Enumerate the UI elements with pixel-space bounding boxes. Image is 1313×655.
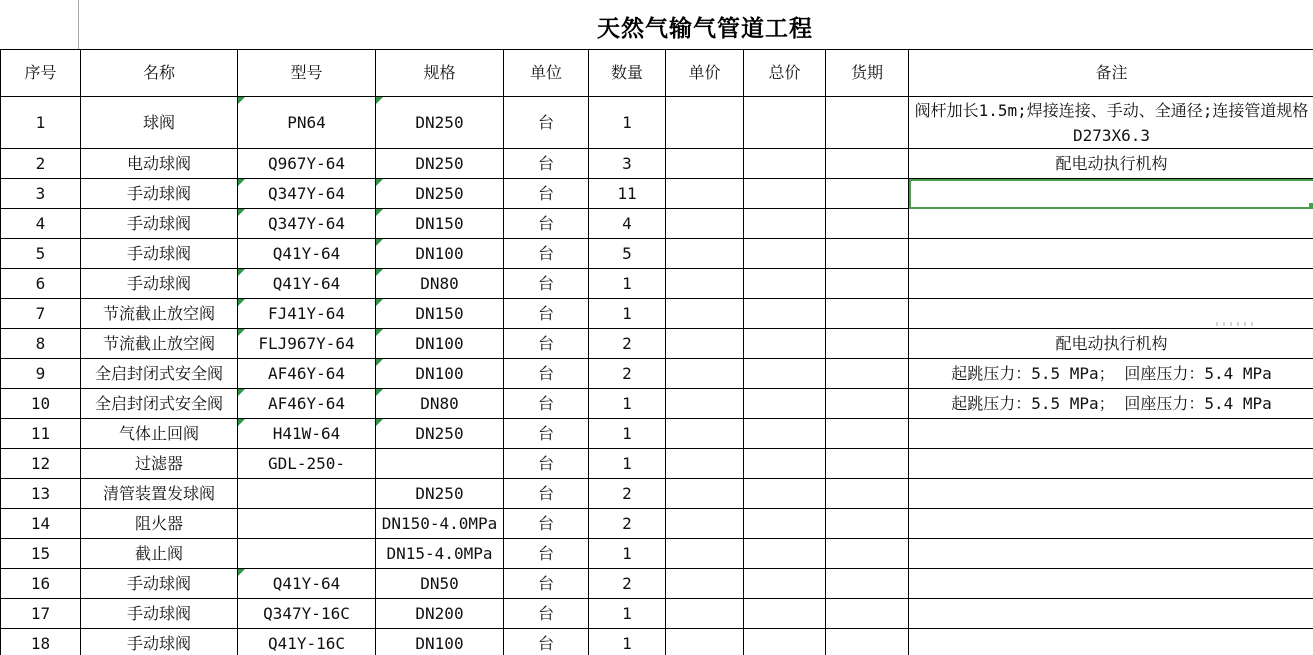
- artifact-smudge: [1214, 322, 1256, 326]
- cell-r8-unit[interactable]: 台: [504, 329, 589, 359]
- cell-r3-qty[interactable]: 11: [589, 179, 666, 209]
- cell-r6-name[interactable]: 手动球阀: [81, 269, 238, 299]
- cell-r16-spec[interactable]: DN50: [376, 569, 504, 599]
- cell-r3-total_price[interactable]: [744, 179, 826, 209]
- table-row: [1, 449, 1313, 479]
- sheet-title: 天然气输气管道工程: [597, 16, 813, 42]
- cell-r15-no[interactable]: 15: [1, 539, 81, 569]
- table-row: [1, 299, 1313, 329]
- cell-r4-qty[interactable]: 4: [589, 209, 666, 239]
- cell-r12-no[interactable]: 12: [1, 449, 81, 479]
- cell-r12-spec[interactable]: [376, 449, 504, 479]
- cell-r5-remark[interactable]: [909, 239, 1313, 269]
- cell-r10-no[interactable]: 10: [1, 389, 81, 419]
- cell-r7-spec[interactable]: DN150: [376, 299, 504, 329]
- error-indicator-triangle: [238, 569, 245, 576]
- error-indicator-triangle: [376, 269, 383, 276]
- error-indicator-triangle: [376, 179, 383, 186]
- cell-r6-total_price[interactable]: [744, 269, 826, 299]
- table-row: [1, 389, 1313, 419]
- cell-r17-delivery[interactable]: [826, 599, 909, 629]
- cell-r15-delivery[interactable]: [826, 539, 909, 569]
- cell-r7-qty[interactable]: 1: [589, 299, 666, 329]
- cell-r11-unit_price[interactable]: [666, 419, 744, 449]
- cell-r6-unit[interactable]: 台: [504, 269, 589, 299]
- cell-r4-no[interactable]: 4: [1, 209, 81, 239]
- cell-r16-qty[interactable]: 2: [589, 569, 666, 599]
- cell-r6-spec[interactable]: DN80: [376, 269, 504, 299]
- cell-r17-unit[interactable]: 台: [504, 599, 589, 629]
- cell-r8-total_price[interactable]: [744, 329, 826, 359]
- cell-r9-delivery[interactable]: [826, 359, 909, 389]
- cell-r7-name[interactable]: 节流截止放空阀: [81, 299, 238, 329]
- cell-r11-qty[interactable]: 1: [589, 419, 666, 449]
- cell-r9-qty[interactable]: 2: [589, 359, 666, 389]
- cell-r15-total_price[interactable]: [744, 539, 826, 569]
- cell-r18-total_price[interactable]: [744, 629, 826, 655]
- header-unit-price[interactable]: 单价: [666, 50, 744, 97]
- cell-r14-unit_price[interactable]: [666, 509, 744, 539]
- table-row: [1, 179, 1313, 209]
- cell-r18-no[interactable]: 18: [1, 629, 81, 655]
- header-row: [1, 50, 1313, 97]
- cell-r2-unit_price[interactable]: [666, 149, 744, 179]
- cell-r5-no[interactable]: 5: [1, 239, 81, 269]
- cell-r13-name[interactable]: 清管装置发球阀: [81, 479, 238, 509]
- header-name[interactable]: 名称: [81, 50, 238, 97]
- cell-r14-total_price[interactable]: [744, 509, 826, 539]
- table-row: [1, 509, 1313, 539]
- cell-r14-unit[interactable]: 台: [504, 509, 589, 539]
- cell-r4-unit[interactable]: 台: [504, 209, 589, 239]
- cell-r5-total_price[interactable]: [744, 239, 826, 269]
- cell-r1-remark[interactable]: 阀杆加长1.5m;焊接连接、手动、全通径;连接管道规格D273X6.3: [909, 97, 1313, 149]
- cell-r8-spec[interactable]: DN100: [376, 329, 504, 359]
- cell-r8-name[interactable]: 节流截止放空阀: [81, 329, 238, 359]
- cell-r18-unit_price[interactable]: [666, 629, 744, 655]
- cell-r17-spec[interactable]: DN200: [376, 599, 504, 629]
- cell-r2-model[interactable]: Q967Y-64: [238, 149, 376, 179]
- header-remark[interactable]: 备注: [909, 50, 1313, 97]
- cell-r14-name[interactable]: 阻火器: [81, 509, 238, 539]
- cell-r4-model[interactable]: Q347Y-64: [238, 209, 376, 239]
- cell-r3-model[interactable]: Q347Y-64: [238, 179, 376, 209]
- gridline-stub: [78, 0, 79, 49]
- cell-r17-qty[interactable]: 1: [589, 599, 666, 629]
- cell-r2-name[interactable]: 电动球阀: [81, 149, 238, 179]
- cell-r18-spec[interactable]: DN100: [376, 629, 504, 655]
- table-row: [1, 149, 1313, 179]
- cell-r9-unit[interactable]: 台: [504, 359, 589, 389]
- cell-r14-remark[interactable]: [909, 509, 1313, 539]
- cell-r13-model[interactable]: [238, 479, 376, 509]
- cell-r13-spec[interactable]: DN250: [376, 479, 504, 509]
- cell-r14-model[interactable]: [238, 509, 376, 539]
- cell-r12-model[interactable]: GDL-250-: [238, 449, 376, 479]
- cell-r1-delivery[interactable]: [826, 97, 909, 149]
- table-row: [1, 359, 1313, 389]
- cell-r17-total_price[interactable]: [744, 599, 826, 629]
- error-indicator-triangle: [238, 419, 245, 426]
- cell-r17-unit_price[interactable]: [666, 599, 744, 629]
- cell-r15-qty[interactable]: 1: [589, 539, 666, 569]
- table-row: [1, 479, 1313, 509]
- cell-r3-unit[interactable]: 台: [504, 179, 589, 209]
- cell-r12-total_price[interactable]: [744, 449, 826, 479]
- table-row: [1, 569, 1313, 599]
- cell-r2-remark[interactable]: 配电动执行机构: [909, 149, 1313, 179]
- table-row: [1, 419, 1313, 449]
- cell-r6-qty[interactable]: 1: [589, 269, 666, 299]
- cell-r1-qty[interactable]: 1: [589, 97, 666, 149]
- header-model[interactable]: 型号: [238, 50, 376, 97]
- cell-r8-model[interactable]: FLJ967Y-64: [238, 329, 376, 359]
- cell-r12-delivery[interactable]: [826, 449, 909, 479]
- cell-r4-unit_price[interactable]: [666, 209, 744, 239]
- cell-r12-unit_price[interactable]: [666, 449, 744, 479]
- cell-r5-unit_price[interactable]: [666, 239, 744, 269]
- cell-r15-name[interactable]: 截止阀: [81, 539, 238, 569]
- cell-r13-unit_price[interactable]: [666, 479, 744, 509]
- cell-r18-name[interactable]: 手动球阀: [81, 629, 238, 655]
- cell-r12-unit[interactable]: 台: [504, 449, 589, 479]
- cell-r9-name[interactable]: 全启封闭式安全阀: [81, 359, 238, 389]
- cell-r18-qty[interactable]: 1: [589, 629, 666, 655]
- cell-r1-spec[interactable]: DN250: [376, 97, 504, 149]
- error-indicator-triangle: [376, 97, 383, 104]
- cell-r1-model[interactable]: PN64: [238, 97, 376, 149]
- cell-r17-model[interactable]: Q347Y-16C: [238, 599, 376, 629]
- error-indicator-triangle: [238, 269, 245, 276]
- cell-r12-qty[interactable]: 1: [589, 449, 666, 479]
- cell-r6-remark[interactable]: [909, 269, 1313, 299]
- cell-r2-delivery[interactable]: [826, 149, 909, 179]
- cell-r5-qty[interactable]: 5: [589, 239, 666, 269]
- error-indicator-triangle: [376, 359, 383, 366]
- cell-r2-no[interactable]: 2: [1, 149, 81, 179]
- header-no[interactable]: 序号: [1, 50, 81, 97]
- cell-r6-no[interactable]: 6: [1, 269, 81, 299]
- cell-r16-total_price[interactable]: [744, 569, 826, 599]
- cell-r5-unit[interactable]: 台: [504, 239, 589, 269]
- table-row: [1, 209, 1313, 239]
- cell-r11-spec[interactable]: DN250: [376, 419, 504, 449]
- cell-r6-model[interactable]: Q41Y-64: [238, 269, 376, 299]
- cell-r4-total_price[interactable]: [744, 209, 826, 239]
- cell-r8-no[interactable]: 8: [1, 329, 81, 359]
- header-total-price[interactable]: 总价: [744, 50, 826, 97]
- cell-r8-remark[interactable]: 配电动执行机构: [909, 329, 1313, 359]
- cell-r1-unit[interactable]: 台: [504, 97, 589, 149]
- cell-r3-no[interactable]: 3: [1, 179, 81, 209]
- cell-r18-model[interactable]: Q41Y-16C: [238, 629, 376, 655]
- cell-r10-delivery[interactable]: [826, 389, 909, 419]
- cell-r4-delivery[interactable]: [826, 209, 909, 239]
- error-indicator-triangle: [376, 419, 383, 426]
- cell-r8-qty[interactable]: 2: [589, 329, 666, 359]
- cell-r2-unit[interactable]: 台: [504, 149, 589, 179]
- error-indicator-triangle: [238, 389, 245, 396]
- cell-r14-no[interactable]: 14: [1, 509, 81, 539]
- cell-r15-unit_price[interactable]: [666, 539, 744, 569]
- cell-r1-unit_price[interactable]: [666, 97, 744, 149]
- cell-r13-remark[interactable]: [909, 479, 1313, 509]
- cell-r16-delivery[interactable]: [826, 569, 909, 599]
- error-indicator-triangle: [376, 299, 383, 306]
- cell-r15-model[interactable]: [238, 539, 376, 569]
- cell-r7-total_price[interactable]: [744, 299, 826, 329]
- cell-r10-model[interactable]: AF46Y-64: [238, 389, 376, 419]
- cell-r3-delivery[interactable]: [826, 179, 909, 209]
- cell-r7-unit_price[interactable]: [666, 299, 744, 329]
- cell-r15-spec[interactable]: DN15-4.0MPa: [376, 539, 504, 569]
- cell-r4-name[interactable]: 手动球阀: [81, 209, 238, 239]
- cell-r5-model[interactable]: Q41Y-64: [238, 239, 376, 269]
- parts-table: [0, 49, 1313, 655]
- error-indicator-triangle: [238, 329, 245, 336]
- error-indicator-triangle: [376, 329, 383, 336]
- cell-r11-total_price[interactable]: [744, 419, 826, 449]
- error-indicator-triangle: [376, 389, 383, 396]
- cell-r4-remark[interactable]: [909, 209, 1313, 239]
- cell-r12-name[interactable]: 过滤器: [81, 449, 238, 479]
- error-indicator-triangle: [376, 209, 383, 216]
- cell-r11-delivery[interactable]: [826, 419, 909, 449]
- table-header: [1, 50, 1313, 97]
- cell-r2-qty[interactable]: 3: [589, 149, 666, 179]
- cell-r7-unit[interactable]: 台: [504, 299, 589, 329]
- table-row: [1, 269, 1313, 299]
- cell-r1-name[interactable]: 球阀: [81, 97, 238, 149]
- cell-r13-delivery[interactable]: [826, 479, 909, 509]
- error-indicator-triangle: [376, 239, 383, 246]
- header-unit[interactable]: 单位: [504, 50, 589, 97]
- cell-r13-unit[interactable]: 台: [504, 479, 589, 509]
- cell-r5-spec[interactable]: DN100: [376, 239, 504, 269]
- cell-r10-spec[interactable]: DN80: [376, 389, 504, 419]
- cell-r16-unit[interactable]: 台: [504, 569, 589, 599]
- cell-r18-delivery[interactable]: [826, 629, 909, 655]
- cell-r15-unit[interactable]: 台: [504, 539, 589, 569]
- table-row: [1, 629, 1313, 655]
- cell-r13-total_price[interactable]: [744, 479, 826, 509]
- active-cell-selection[interactable]: [909, 179, 1313, 209]
- cell-r11-model[interactable]: H41W-64: [238, 419, 376, 449]
- cell-r7-no[interactable]: 7: [1, 299, 81, 329]
- cell-r10-qty[interactable]: 1: [589, 389, 666, 419]
- cell-r6-delivery[interactable]: [826, 269, 909, 299]
- cell-r1-total_price[interactable]: [744, 97, 826, 149]
- cell-r14-spec[interactable]: DN150-4.0MPa: [376, 509, 504, 539]
- cell-r9-unit_price[interactable]: [666, 359, 744, 389]
- cell-r9-model[interactable]: AF46Y-64: [238, 359, 376, 389]
- cell-r16-unit_price[interactable]: [666, 569, 744, 599]
- cell-r2-spec[interactable]: DN250: [376, 149, 504, 179]
- error-indicator-triangle: [238, 97, 245, 104]
- cell-r3-spec[interactable]: DN250: [376, 179, 504, 209]
- cell-r16-model[interactable]: Q41Y-64: [238, 569, 376, 599]
- cell-r1-no[interactable]: 1: [1, 97, 81, 149]
- cell-r8-unit_price[interactable]: [666, 329, 744, 359]
- cell-r18-remark[interactable]: [909, 629, 1313, 655]
- cell-r16-remark[interactable]: [909, 569, 1313, 599]
- table-row: [1, 599, 1313, 629]
- cell-r10-name[interactable]: 全启封闭式安全阀: [81, 389, 238, 419]
- header-delivery[interactable]: 货期: [826, 50, 909, 97]
- cell-r10-unit_price[interactable]: [666, 389, 744, 419]
- cell-r3-name[interactable]: 手动球阀: [81, 179, 238, 209]
- cell-r2-total_price[interactable]: [744, 149, 826, 179]
- cell-r8-delivery[interactable]: [826, 329, 909, 359]
- cell-r9-spec[interactable]: DN100: [376, 359, 504, 389]
- cell-r9-total_price[interactable]: [744, 359, 826, 389]
- cell-r17-remark[interactable]: [909, 599, 1313, 629]
- table-row: [1, 329, 1313, 359]
- cell-r10-total_price[interactable]: [744, 389, 826, 419]
- cell-r13-no[interactable]: 13: [1, 479, 81, 509]
- cell-r17-name[interactable]: 手动球阀: [81, 599, 238, 629]
- cell-r18-unit[interactable]: 台: [504, 629, 589, 655]
- cell-r9-no[interactable]: 9: [1, 359, 81, 389]
- cell-r7-model[interactable]: FJ41Y-64: [238, 299, 376, 329]
- header-qty[interactable]: 数量: [589, 50, 666, 97]
- error-indicator-triangle: [238, 299, 245, 306]
- error-indicator-triangle: [238, 179, 245, 186]
- table-body: [1, 97, 1313, 655]
- cell-r10-unit[interactable]: 台: [504, 389, 589, 419]
- cell-r11-remark[interactable]: [909, 419, 1313, 449]
- cell-r14-delivery[interactable]: [826, 509, 909, 539]
- cell-r5-name[interactable]: 手动球阀: [81, 239, 238, 269]
- cell-r7-delivery[interactable]: [826, 299, 909, 329]
- cell-r16-name[interactable]: 手动球阀: [81, 569, 238, 599]
- cell-r17-no[interactable]: 17: [1, 599, 81, 629]
- cell-r15-remark[interactable]: [909, 539, 1313, 569]
- cell-r14-qty[interactable]: 2: [589, 509, 666, 539]
- cell-r6-unit_price[interactable]: [666, 269, 744, 299]
- cell-r12-remark[interactable]: [909, 449, 1313, 479]
- error-indicator-triangle: [238, 209, 245, 216]
- cell-r3-unit_price[interactable]: [666, 179, 744, 209]
- cell-r11-unit[interactable]: 台: [504, 419, 589, 449]
- header-spec[interactable]: 规格: [376, 50, 504, 97]
- table-row: [1, 539, 1313, 569]
- cell-r10-remark[interactable]: 起跳压力：5.5 MPa； 回座压力：5.4 MPa: [909, 389, 1313, 419]
- cell-r13-qty[interactable]: 2: [589, 479, 666, 509]
- table-row: [1, 239, 1313, 269]
- cell-r11-no[interactable]: 11: [1, 419, 81, 449]
- cell-r16-no[interactable]: 16: [1, 569, 81, 599]
- cell-r5-delivery[interactable]: [826, 239, 909, 269]
- cell-r9-remark[interactable]: 起跳压力：5.5 MPa； 回座压力：5.4 MPa: [909, 359, 1313, 389]
- cell-r11-name[interactable]: 气体止回阀: [81, 419, 238, 449]
- table-row: [1, 97, 1313, 149]
- cell-r4-spec[interactable]: DN150: [376, 209, 504, 239]
